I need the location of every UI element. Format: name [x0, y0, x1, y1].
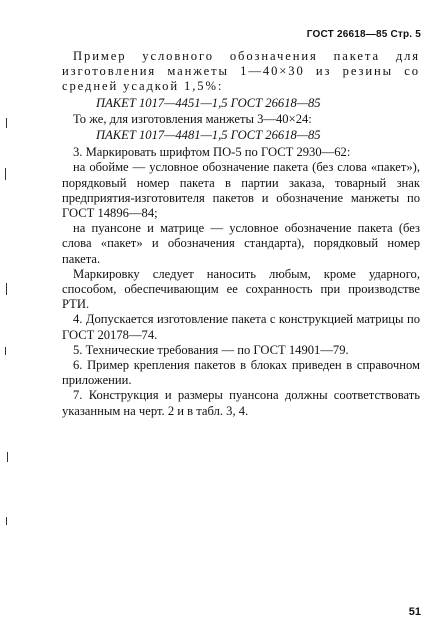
paragraph-same-for: То же, для изготовления манжеты 3—40×24: — [73, 111, 312, 126]
paragraph-example-intro-text: Пример условного обозначения пакета для изготовления манжеты 1—40×30 из резины со средней усадкой 1,5%: — [62, 49, 420, 94]
clause-4-die-design: 4. Допускается изготовление пакета с конструкцией матрицы по ГОСТ 20178—74. — [62, 312, 420, 342]
marking-method: Маркировку следует наносить любым, кроме ударного, способом, обеспечивающим ее сохранность при производстве РТИ. — [62, 266, 420, 312]
document-body — [62, 49, 420, 419]
scan-margin-mark — [7, 452, 8, 462]
scan-margin-mark — [6, 283, 7, 295]
scan-margin-mark — [6, 118, 7, 128]
scan-margin-mark — [5, 168, 6, 180]
designation-example-1: ПАКЕТ 1017—4451—1,5 ГОСТ 26618—85 — [96, 95, 321, 110]
page-number: 51 — [408, 606, 421, 618]
designation-example-2: ПАКЕТ 1017—4481—1,5 ГОСТ 26618—85 — [96, 128, 321, 143]
scan-margin-mark — [5, 347, 6, 355]
marking-on-punch-and-die: на пуансоне и матрице — условное обозначение пакета (без слова «пакет» и обозначения стандарта), порядковый номер пакета. — [62, 221, 420, 266]
paragraph-example-intro — [62, 49, 420, 95]
running-header: ГОСТ 26618—85 Стр. 5 — [306, 29, 421, 40]
marking-on-holder: на обойме — условное обозначение пакета (без слова «пакет»), порядковый номер пакета в партии заказа, товарный знак предприятия-изготовителя пакетов и обозначение манжеты по ГОСТ 14896—84; — [62, 160, 420, 221]
scan-margin-mark — [6, 517, 7, 525]
clause-7-punch-design: 7. Конструкция и размеры пуансона должны соответствовать указанным на черт. 2 и в табл. 3, 4. — [62, 388, 420, 418]
clause-3-marking: 3. Маркировать шрифтом ПО-5 по ГОСТ 2930—62: — [73, 145, 351, 160]
clause-5-technical-requirements: 5. Технические требования — по ГОСТ 14901—79. — [73, 342, 349, 357]
clause-6-mounting-example: 6. Пример крепления пакетов в блоках приведен в справочном приложении. — [62, 358, 420, 388]
